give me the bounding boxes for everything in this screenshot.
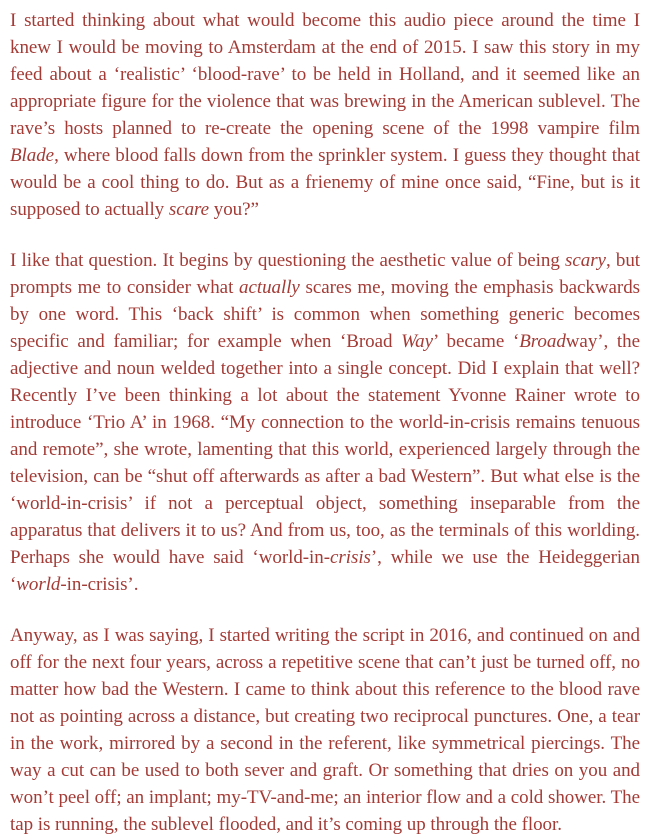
text-run: you?” [209,199,259,220]
italic-text-run: world [16,574,61,595]
italic-text-run: Broad [519,331,566,352]
text-run: ’ became ‘ [433,331,520,352]
text-run: Anyway, as I was saying, I started writing the script in 2016, and continued on and off for the next four years, across a repetitive scene that can’t just be turned off, no matter how bad the Western. I came to think about this reference to the blood rave not as pointing across a distance, but creating two reciprocal punctures. One, a tear in the work, mirrored by a second in the referent, like symmetrical piercings. The way a cut can be used to both sever and graft. Or something that dries on you and won’t peel off; an implant; my-TV-and-me; an interior flow and a cold shower. The tap is running, the sublevel flooded, and it’s coming up through the floor. [10,625,640,835]
italic-text-run: crisis [330,547,371,568]
italic-text-run: Blade [10,145,55,166]
paragraph [10,7,640,223]
text-run: , but prompts me to consider what [10,250,640,298]
text-run: I started thinking about what would become this audio piece around the time I knew I would be moving to Amsterdam at the end of 2015. I saw this story in my feed about a ‘realistic’ ‘blood-rave’ to be held in Holland, and it seemed like an appropriate figure for the violence that was brewing in the American sublevel. The rave’s hosts planned to re-create the opening scene of the 1998 vampire film [10,10,640,139]
text-run: -in-crisis’. [60,574,139,595]
text-run: ’, while we use the Heideggerian ‘ [10,547,640,595]
text-run: , where blood falls down from the sprinkler system. I guess they thought that would be a cool thing to do. But as a frienemy of mine once said, “Fine, but is it supposed to actually [10,145,640,220]
italic-text-run: scare [168,199,210,220]
paragraph [10,247,640,598]
essay-text-block [10,7,640,838]
text-run: scares me, moving the emphasis backwards by one word. This ‘back shift’ is common when something generic becomes specific and familiar; for example when ‘Broad [10,277,640,352]
text-run: way’, the adjective and noun welded together into a single concept. Did I explain that well? Recently I’ve been thinking a lot about the statement Yvonne Rainer wrote to introduce ‘Trio A’ in 1968. “My connection to the world-in-crisis remains tenuous and remote”, she wrote, lamenting that this world, experienced largely through the television, can be “shut off afterwards as after a bad Western”. But what else is the ‘world-in-crisis’ if not a perceptual object, something inseparable from the apparatus that delivers it to us? And from us, too, as the terminals of this worlding. Perhaps she would have said ‘world-in- [10,331,640,568]
paragraph [10,622,640,838]
italic-text-run: scary [565,250,606,271]
italic-text-run: actually [239,277,300,298]
text-run: I like that question. It begins by questioning the aesthetic value of being [10,250,566,271]
italic-text-run: Way [401,331,433,352]
